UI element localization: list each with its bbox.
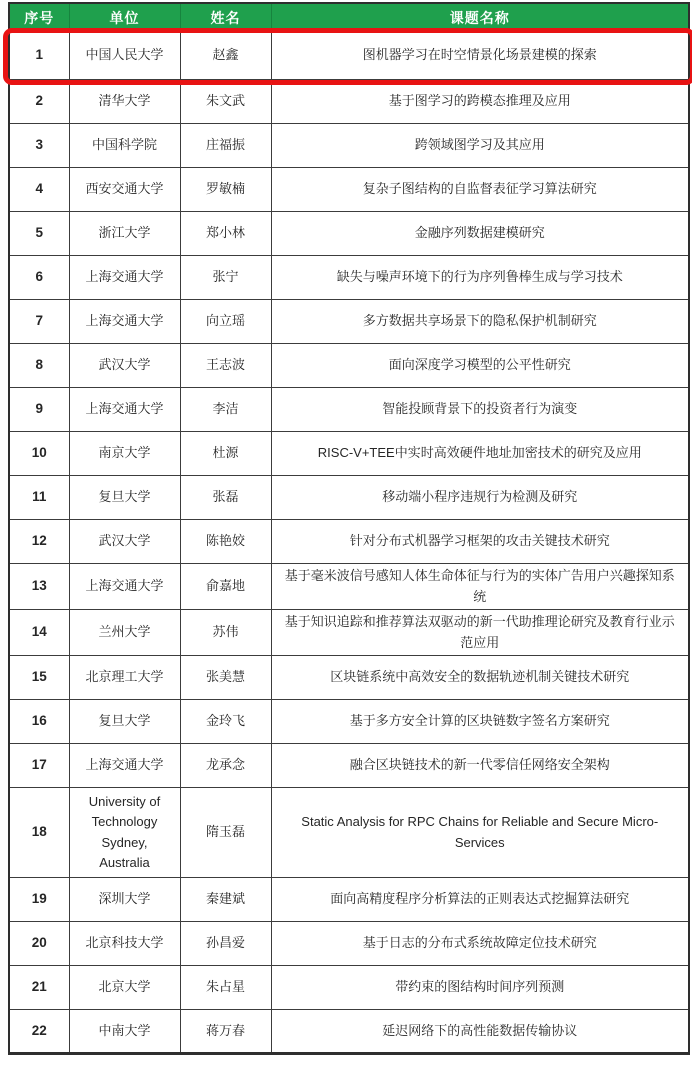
cell-index: 2 bbox=[9, 80, 69, 124]
cell-title: 融合区块链技术的新一代零信任网络安全架构 bbox=[271, 744, 689, 788]
cell-index: 9 bbox=[9, 388, 69, 432]
cell-index: 20 bbox=[9, 922, 69, 966]
table-body bbox=[9, 32, 689, 1054]
table-row bbox=[9, 520, 689, 564]
cell-name: 赵鑫 bbox=[180, 32, 271, 80]
cell-name: 俞嘉地 bbox=[180, 564, 271, 610]
header-unit: 单位 bbox=[69, 3, 180, 32]
cell-title: 基于知识追踪和推荐算法双驱动的新一代助推理论研究及教育行业示范应用 bbox=[271, 610, 689, 656]
cell-unit: 西安交通大学 bbox=[69, 168, 180, 212]
table-row bbox=[9, 124, 689, 168]
header-index: 序号 bbox=[9, 3, 69, 32]
cell-title: 针对分布式机器学习框架的攻击关键技术研究 bbox=[271, 520, 689, 564]
table-row bbox=[9, 966, 689, 1010]
cell-name: 杜源 bbox=[180, 432, 271, 476]
header-title: 课题名称 bbox=[271, 3, 689, 32]
table-row bbox=[9, 344, 689, 388]
cell-index: 4 bbox=[9, 168, 69, 212]
cell-unit: 上海交通大学 bbox=[69, 564, 180, 610]
cell-unit: 兰州大学 bbox=[69, 610, 180, 656]
table-row bbox=[9, 168, 689, 212]
cell-name: 苏伟 bbox=[180, 610, 271, 656]
cell-title: Static Analysis for RPC Chains for Reliable and Secure Micro-Services bbox=[271, 788, 689, 878]
cell-name: 朱占星 bbox=[180, 966, 271, 1010]
cell-title: 面向高精度程序分析算法的正则表达式挖掘算法研究 bbox=[271, 878, 689, 922]
cell-title: 延迟网络下的高性能数据传输协议 bbox=[271, 1010, 689, 1054]
cell-index: 22 bbox=[9, 1010, 69, 1054]
cell-unit: 武汉大学 bbox=[69, 520, 180, 564]
table-row bbox=[9, 32, 689, 80]
cell-index: 7 bbox=[9, 300, 69, 344]
cell-title: 图机器学习在时空情景化场景建模的探索 bbox=[271, 32, 689, 80]
cell-title: 缺失与噪声环境下的行为序列鲁棒生成与学习技术 bbox=[271, 256, 689, 300]
cell-index: 17 bbox=[9, 744, 69, 788]
cell-name: 罗敏楠 bbox=[180, 168, 271, 212]
project-roster-table bbox=[8, 2, 690, 1055]
cell-index: 8 bbox=[9, 344, 69, 388]
cell-title: 跨领域图学习及其应用 bbox=[271, 124, 689, 168]
cell-index: 18 bbox=[9, 788, 69, 878]
table-row bbox=[9, 388, 689, 432]
table-row bbox=[9, 432, 689, 476]
cell-title: 带约束的图结构时间序列预测 bbox=[271, 966, 689, 1010]
cell-unit: 北京大学 bbox=[69, 966, 180, 1010]
cell-index: 12 bbox=[9, 520, 69, 564]
cell-index: 3 bbox=[9, 124, 69, 168]
cell-name: 张磊 bbox=[180, 476, 271, 520]
cell-unit: 中国科学院 bbox=[69, 124, 180, 168]
cell-unit: 复旦大学 bbox=[69, 700, 180, 744]
cell-title: 基于多方安全计算的区块链数字签名方案研究 bbox=[271, 700, 689, 744]
table-row bbox=[9, 80, 689, 124]
cell-unit: 北京科技大学 bbox=[69, 922, 180, 966]
cell-title: 面向深度学习模型的公平性研究 bbox=[271, 344, 689, 388]
cell-title: 区块链系统中高效安全的数据轨迹机制关键技术研究 bbox=[271, 656, 689, 700]
cell-title: 智能投顾背景下的投资者行为演变 bbox=[271, 388, 689, 432]
cell-unit: University of Technology Sydney, Australia bbox=[69, 788, 180, 878]
cell-name: 蒋万春 bbox=[180, 1010, 271, 1054]
cell-name: 金玲飞 bbox=[180, 700, 271, 744]
cell-name: 李洁 bbox=[180, 388, 271, 432]
cell-unit: 北京理工大学 bbox=[69, 656, 180, 700]
cell-index: 16 bbox=[9, 700, 69, 744]
cell-name: 王志波 bbox=[180, 344, 271, 388]
cell-index: 14 bbox=[9, 610, 69, 656]
cell-title: 基于毫米波信号感知人体生命体征与行为的实体广告用户兴趣探知系统 bbox=[271, 564, 689, 610]
table-row bbox=[9, 878, 689, 922]
cell-name: 张美慧 bbox=[180, 656, 271, 700]
table-row bbox=[9, 476, 689, 520]
cell-index: 13 bbox=[9, 564, 69, 610]
cell-index: 21 bbox=[9, 966, 69, 1010]
table-row bbox=[9, 922, 689, 966]
cell-name: 庄福振 bbox=[180, 124, 271, 168]
cell-unit: 南京大学 bbox=[69, 432, 180, 476]
header-name: 姓名 bbox=[180, 3, 271, 32]
cell-name: 朱文武 bbox=[180, 80, 271, 124]
cell-title: 多方数据共享场景下的隐私保护机制研究 bbox=[271, 300, 689, 344]
cell-index: 10 bbox=[9, 432, 69, 476]
cell-title: 基于图学习的跨模态推理及应用 bbox=[271, 80, 689, 124]
cell-name: 秦建斌 bbox=[180, 878, 271, 922]
cell-unit: 上海交通大学 bbox=[69, 388, 180, 432]
cell-title: 基于日志的分布式系统故障定位技术研究 bbox=[271, 922, 689, 966]
cell-name: 孙昌爱 bbox=[180, 922, 271, 966]
cell-index: 19 bbox=[9, 878, 69, 922]
cell-name: 陈艳姣 bbox=[180, 520, 271, 564]
table-row bbox=[9, 700, 689, 744]
table-row bbox=[9, 744, 689, 788]
cell-index: 6 bbox=[9, 256, 69, 300]
table-row bbox=[9, 610, 689, 656]
cell-unit: 复旦大学 bbox=[69, 476, 180, 520]
cell-title: 金融序列数据建模研究 bbox=[271, 212, 689, 256]
cell-name: 龙承念 bbox=[180, 744, 271, 788]
cell-name: 张宁 bbox=[180, 256, 271, 300]
header-row bbox=[9, 3, 689, 32]
table-row bbox=[9, 212, 689, 256]
cell-name: 郑小林 bbox=[180, 212, 271, 256]
cell-unit: 中国人民大学 bbox=[69, 32, 180, 80]
cell-name: 向立瑶 bbox=[180, 300, 271, 344]
cell-unit: 浙江大学 bbox=[69, 212, 180, 256]
cell-index: 11 bbox=[9, 476, 69, 520]
table-row bbox=[9, 1010, 689, 1054]
cell-title: 移动端小程序违规行为检测及研究 bbox=[271, 476, 689, 520]
cell-unit: 清华大学 bbox=[69, 80, 180, 124]
cell-unit: 上海交通大学 bbox=[69, 744, 180, 788]
table-row bbox=[9, 788, 689, 878]
cell-unit: 武汉大学 bbox=[69, 344, 180, 388]
cell-unit: 中南大学 bbox=[69, 1010, 180, 1054]
cell-name: 隋玉磊 bbox=[180, 788, 271, 878]
cell-index: 1 bbox=[9, 32, 69, 80]
cell-index: 15 bbox=[9, 656, 69, 700]
cell-title: RISC-V+TEE中实时高效硬件地址加密技术的研究及应用 bbox=[271, 432, 689, 476]
cell-title: 复杂子图结构的自监督表征学习算法研究 bbox=[271, 168, 689, 212]
table-header bbox=[9, 3, 689, 32]
cell-unit: 上海交通大学 bbox=[69, 256, 180, 300]
cell-unit: 深圳大学 bbox=[69, 878, 180, 922]
cell-index: 5 bbox=[9, 212, 69, 256]
table-row bbox=[9, 656, 689, 700]
table-row bbox=[9, 256, 689, 300]
table-row bbox=[9, 564, 689, 610]
table-row bbox=[9, 300, 689, 344]
cell-unit: 上海交通大学 bbox=[69, 300, 180, 344]
